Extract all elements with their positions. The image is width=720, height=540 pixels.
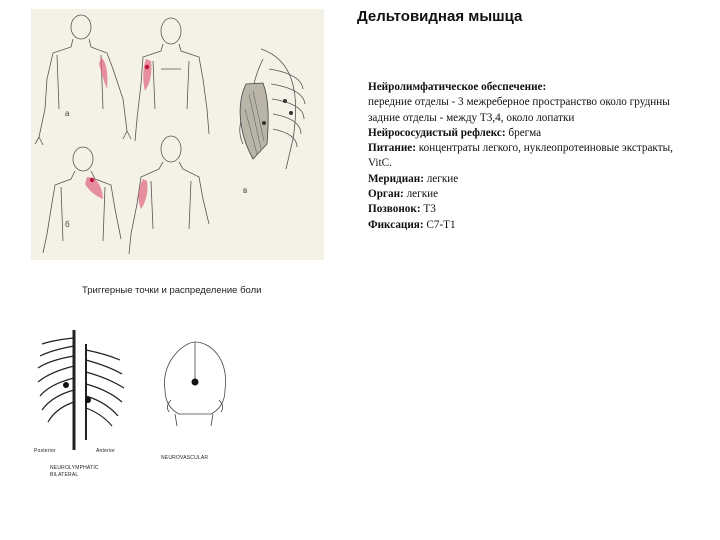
fixation-row: Фиксация: С7-Т1 bbox=[368, 218, 456, 231]
nutrition-row: Питание: концентраты легкого, нуклеопротеиновые экстракты, VitC. bbox=[368, 142, 673, 170]
pain-area bbox=[143, 59, 151, 91]
neurovascular-figure bbox=[155, 340, 235, 461]
trigger-points-figure bbox=[31, 9, 324, 260]
bilateral-label: BILATERAL bbox=[50, 472, 79, 478]
neurovascular-row: Нейрососудистый рефлекс: брегма bbox=[368, 126, 542, 139]
muscle-info bbox=[368, 80, 698, 233]
meridian-row: Меридиан: легкие bbox=[368, 172, 459, 185]
trigger-points-drawing bbox=[31, 9, 324, 260]
anterior-label: Anterior bbox=[96, 448, 116, 454]
figure-caption: Триггерные точки и распределение боли bbox=[82, 285, 262, 296]
spine-drawing bbox=[34, 330, 134, 480]
neurolymphatic-figure bbox=[34, 330, 134, 480]
figure-label-v: в bbox=[243, 186, 248, 195]
neurolymph-heading: Нейролимфатическое обеспечение: bbox=[368, 81, 547, 93]
pain-area bbox=[99, 57, 107, 89]
back-section-text: задние отделы - между Т3,4, около лопатки bbox=[368, 111, 575, 124]
figure-label-b: б bbox=[65, 220, 70, 229]
organ-row: Орган: легкие bbox=[368, 188, 439, 201]
page-title: Дельтовидная мышца bbox=[357, 8, 523, 25]
figure-label-a: а bbox=[65, 109, 70, 118]
front-section-text: передние отделы - 3 межреберное пространство около груднны bbox=[368, 96, 670, 109]
neurovascular-label: NEUROVASCULAR bbox=[161, 455, 209, 461]
neurolymphatic-label: NEUROLYMPHATIC bbox=[50, 465, 99, 471]
head-drawing bbox=[155, 340, 235, 430]
vertebra-row: Позвонок: Т3 bbox=[368, 203, 436, 216]
posterior-label: Posterior bbox=[34, 448, 56, 454]
